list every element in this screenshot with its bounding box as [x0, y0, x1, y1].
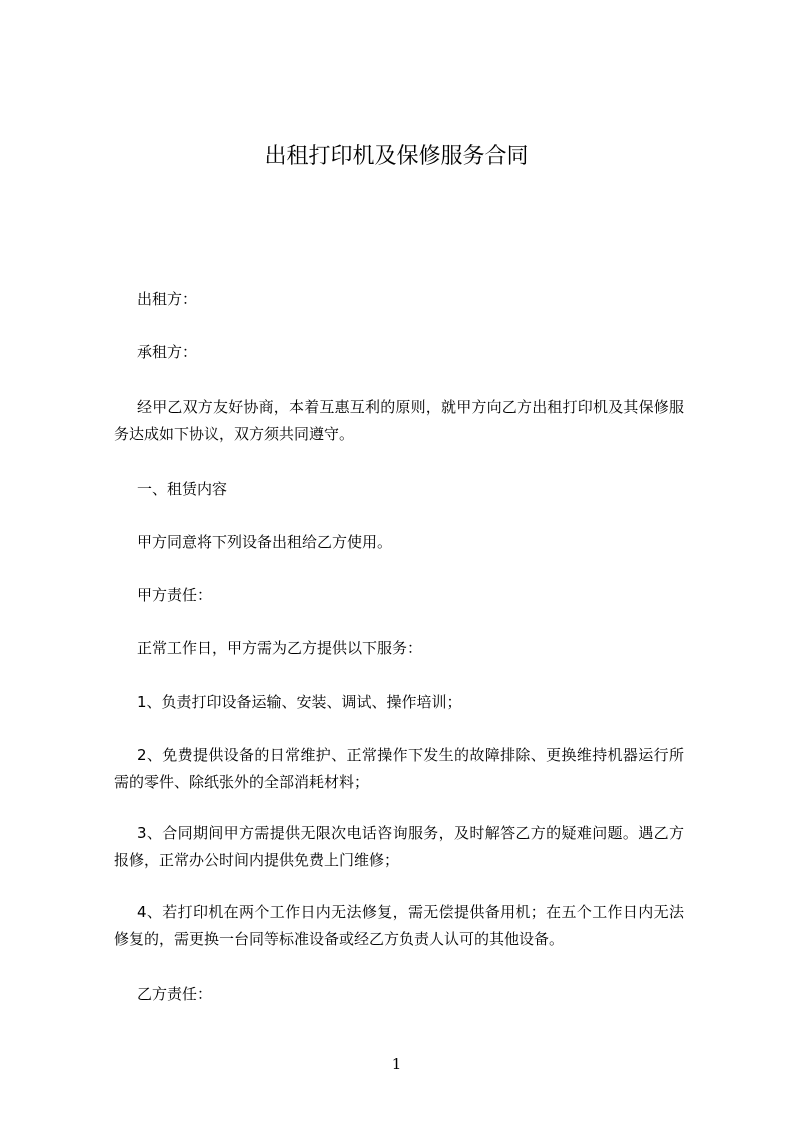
- clause-4: 4、若打印机在两个工作日内无法修复，需无偿提供备用机；在五个工作日内无法修复的，需更换一台同等标准设备或经乙方负责人认可的其他设备。: [114, 903, 684, 948]
- page-number: 1: [391, 1055, 402, 1073]
- clause-1: 1、负责打印设备运输、安装、调试、操作培训；: [137, 693, 462, 711]
- lessee-label: 承租方：: [137, 343, 198, 361]
- paragraph-lease-agreement: 甲方同意将下列设备出租给乙方使用。: [137, 533, 393, 551]
- party-a-responsibility-heading: 甲方责任：: [137, 586, 213, 604]
- clause-2: 2、免费提供设备的日常维护、正常操作下发生的故障排除、更换维持机器运行所需的零件、除纸张外的全部消耗材料；: [114, 746, 684, 791]
- paragraph-service-intro: 正常工作日，甲方需为乙方提供以下服务：: [137, 639, 423, 657]
- party-b-responsibility-heading: 乙方责任：: [137, 985, 213, 1003]
- clause-3: 3、合同期间甲方需提供无限次电话咨询服务，及时解答乙方的疑难问题。遇乙方报修，正常办公时间内提供免费上门维修；: [114, 824, 684, 869]
- lessor-label: 出租方：: [137, 290, 198, 308]
- preamble-paragraph: 经甲乙双方友好协商，本着互惠互利的原则，就甲方向乙方出租打印机及其保修服务达成如下协议，双方须共同遵守。: [114, 398, 684, 443]
- section-heading-lease-content: 一、租赁内容: [137, 480, 228, 498]
- document-title: 出租打印机及保修服务合同: [264, 144, 529, 169]
